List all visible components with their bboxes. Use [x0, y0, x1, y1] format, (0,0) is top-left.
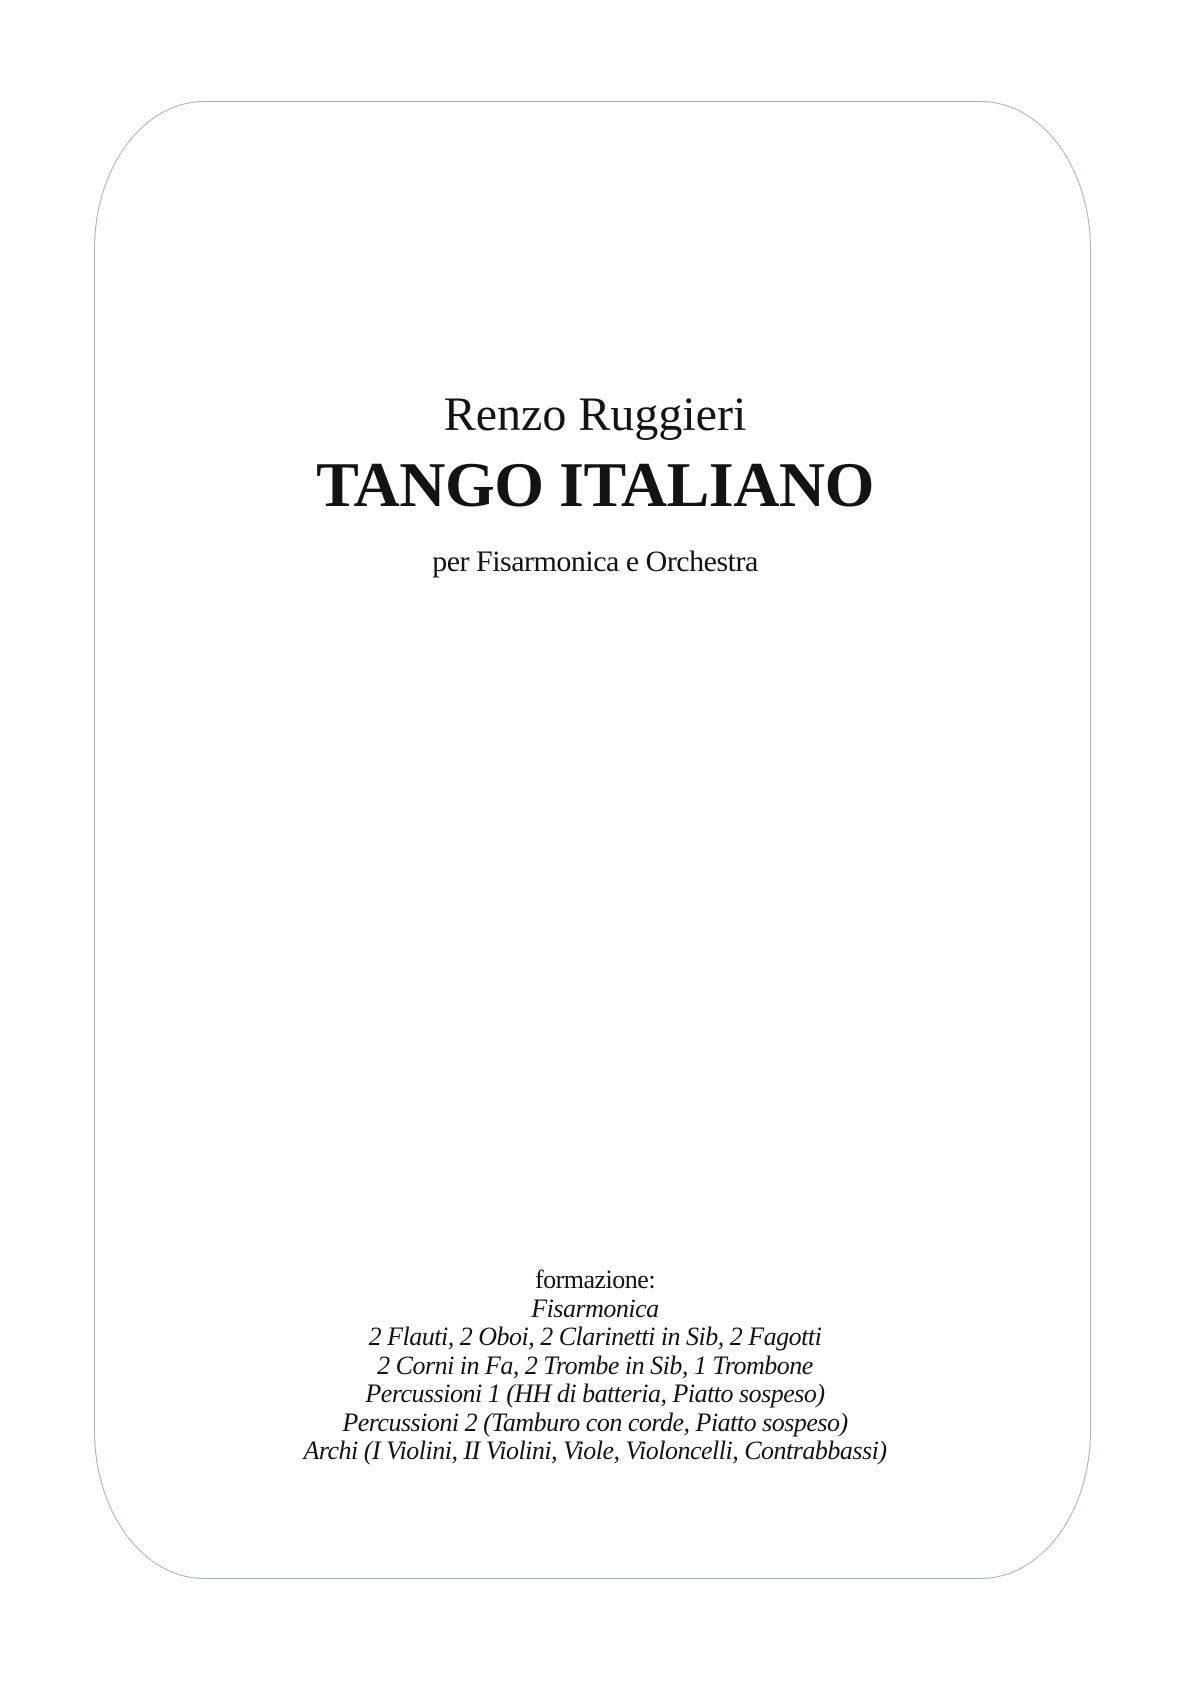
- instrumentation-line-percussion-1: Percussioni 1 (HH di batteria, Piatto sospeso): [365, 1379, 825, 1408]
- instrumentation-line-percussion-2: Percussioni 2 (Tamburo con corde, Piatto sospeso): [342, 1407, 848, 1437]
- instrumentation-line-strings: Archi (I Violini, II Violini, Viole, Violoncelli, Contrabbassi): [303, 1436, 887, 1465]
- instrumentation-line-woodwinds: 2 Flauti, 2 Oboi, 2 Clarinetti in Sib, 2 Fagotti: [368, 1322, 822, 1351]
- instrumentation-heading: formazione:: [534, 1265, 656, 1294]
- composer-name: Renzo Ruggieri: [443, 388, 747, 441]
- work-title: TANGO ITALIANO: [316, 449, 874, 520]
- instrumentation-block: [0, 1266, 1190, 1466]
- work-subtitle: per Fisarmonica e Orchestra: [432, 545, 758, 578]
- instrumentation-line-fisarmonica: Fisarmonica: [531, 1293, 659, 1323]
- instrumentation-line-brass: 2 Corni in Fa, 2 Trombe in Sib, 1 Trombone: [377, 1350, 813, 1380]
